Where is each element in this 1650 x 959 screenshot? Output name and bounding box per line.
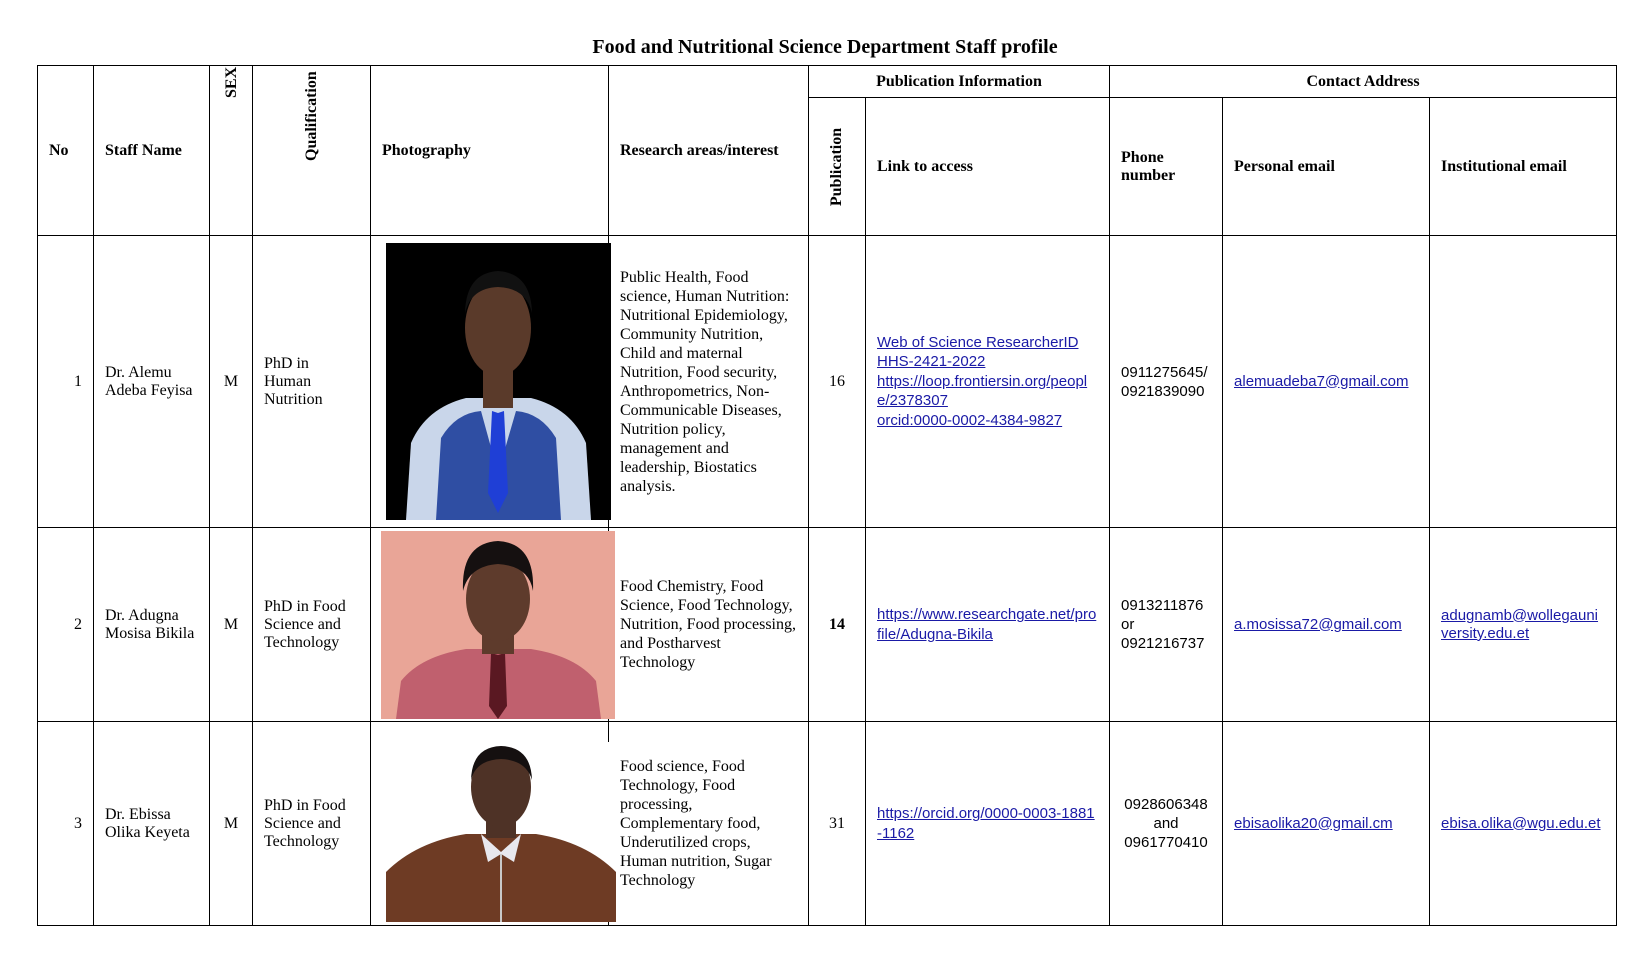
publication-count: 31 <box>809 722 866 926</box>
staff-photo <box>381 531 615 719</box>
table-row <box>38 722 1617 926</box>
staff-photo <box>386 742 616 922</box>
access-links <box>866 236 1110 528</box>
staff-profile-table <box>37 65 1617 926</box>
header-publication-group: Publication Information <box>809 66 1110 98</box>
link-orcid[interactable]: orcid:0000-0002-4384-9827 <box>877 411 1063 429</box>
link-frontiers[interactable]: https://loop.frontiersin.org/people/2378307 <box>877 372 1088 410</box>
header-contact-group: Contact Address <box>1110 66 1617 98</box>
sex: M <box>210 236 253 528</box>
page-title: Food and Nutritional Science Department Staff profile <box>592 36 1058 58</box>
personal-email[interactable]: alemuadeba7@gmail.com <box>1234 372 1409 390</box>
link-researchgate[interactable]: https://www.researchgate.net/profile/Adugna-Bikila <box>877 606 1097 643</box>
header-phone <box>1110 98 1223 236</box>
photo-cell <box>371 722 609 926</box>
qualification: PhD in Food Science and Technology <box>253 722 371 926</box>
header-sex-label: SEX <box>223 66 240 98</box>
header-institutional-email: Institutional email <box>1430 98 1617 236</box>
publication-count: 16 <box>809 236 866 528</box>
staff-name: Dr. Adugna Mosisa Bikila <box>94 528 210 722</box>
research-areas: Food science, Food Technology, Food processing, Complementary food, Underutilized crops, Human nutrition, Sugar Technology <box>609 722 809 926</box>
qualification: PhD in Human Nutrition <box>253 236 371 528</box>
link-wos[interactable]: Web of Science ResearcherID <box>877 333 1079 351</box>
header-qualification-label: Qualification <box>302 71 320 161</box>
institutional-email-cell <box>1430 722 1617 926</box>
header-research: Research areas/interest <box>609 66 809 236</box>
research-areas: Public Health, Food science, Human Nutrition: Nutritional Epidemiology, Community Nutrition, Child and maternal Nutrition, Food security, Anthropometrics, Non-Communicable Diseases, Nutrition policy, management and leadership, Biostatics analysis. <box>609 236 809 528</box>
staff-photo-2 <box>381 531 615 719</box>
sex: M <box>210 528 253 722</box>
sex: M <box>210 722 253 926</box>
row-number: 1 <box>38 236 94 528</box>
link-orcid[interactable]: https://orcid.org/0000-0003-1881-1162 <box>877 805 1095 842</box>
link-wos-id[interactable]: HHS-2421-2022 <box>877 353 986 371</box>
research-areas: Food Chemistry, Food Science, Food Technology, Nutrition, Food processing, and Postharvest Technology <box>609 528 809 722</box>
header-link: Link to access <box>866 98 1110 236</box>
phone-number: 0928606348 and 0961770410 <box>1110 722 1223 926</box>
table-row <box>38 236 1617 528</box>
header-sex <box>210 66 253 236</box>
personal-email[interactable]: a.mosissa72@gmail.com <box>1234 615 1402 633</box>
access-links <box>866 528 1110 722</box>
row-number: 2 <box>38 528 94 722</box>
qualification: PhD in Food Science and Technology <box>253 528 371 722</box>
staff-name: Dr. Alemu Adeba Feyisa <box>94 236 210 528</box>
table-row <box>38 528 1617 722</box>
header-no: No <box>38 66 94 236</box>
institutional-email[interactable]: ebisa.olika@wgu.edu.et <box>1441 814 1601 832</box>
header-staff-name: Staff Name <box>94 66 210 236</box>
header-publication-label: Publication <box>828 127 845 206</box>
photo-cell <box>371 236 609 528</box>
header-phone-label: Phone number <box>1121 148 1176 184</box>
staff-photo <box>386 243 611 520</box>
staff-photo-1 <box>386 243 611 520</box>
header-publication <box>809 98 866 236</box>
phone-number: 0913211876 or 0921216737 <box>1110 528 1223 722</box>
header-photography: Photography <box>371 66 609 236</box>
personal-email-cell <box>1223 722 1430 926</box>
publication-count: 14 <box>809 528 866 722</box>
staff-name: Dr. Ebissa Olika Keyeta <box>94 722 210 926</box>
header-row-1 <box>38 66 1617 98</box>
personal-email-cell <box>1223 528 1430 722</box>
row-number: 3 <box>38 722 94 926</box>
photo-cell <box>371 528 609 722</box>
institutional-email-cell <box>1430 236 1617 528</box>
institutional-email[interactable]: adugnamb@wollegauniversity.edu.et <box>1441 606 1599 642</box>
header-personal-email: Personal email <box>1223 98 1430 236</box>
personal-email[interactable]: ebisaolika20@gmail.cm <box>1234 814 1393 832</box>
institutional-email-cell <box>1430 528 1617 722</box>
header-qualification <box>253 66 371 236</box>
staff-photo-3 <box>386 742 616 922</box>
phone-number: 0911275645/ 0921839090 <box>1110 236 1223 528</box>
access-links <box>866 722 1110 926</box>
personal-email-cell <box>1223 236 1430 528</box>
